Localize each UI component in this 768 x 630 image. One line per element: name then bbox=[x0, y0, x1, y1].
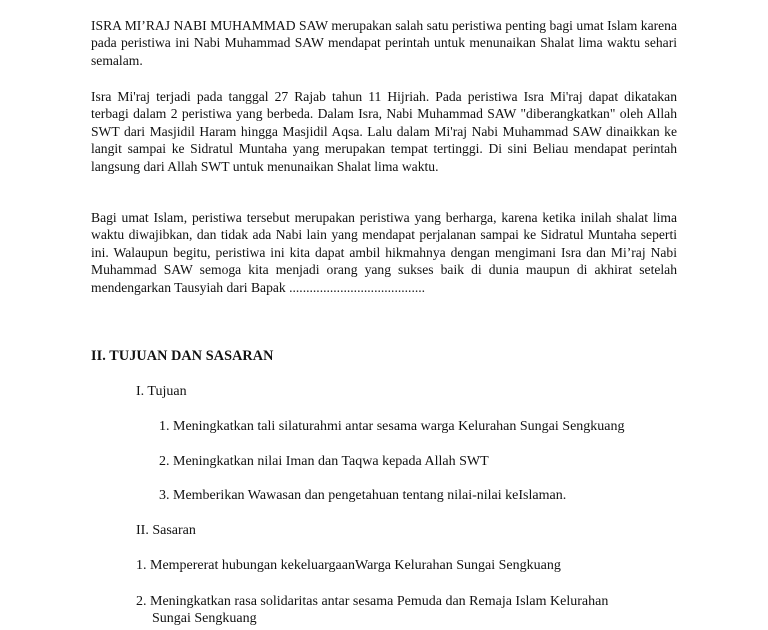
sasaran-item-2-continuation: Sungai Sengkuang bbox=[152, 611, 257, 626]
sasaran-item-2: 2. Meningkatkan rasa solidaritas antar sesama Pemuda dan Remaja Islam Kelurahan bbox=[136, 594, 609, 609]
paragraph-intro: ISRA MI’RAJ NABI MUHAMMAD SAW merupakan salah satu peristiwa penting bagi umat Islam karena pada peristiwa ini Nabi Muhammad SAW mendapat perintah untuk menunaikan Shalat lima waktu sehari semalam. bbox=[91, 18, 677, 68]
subheading-tujuan: I. Tujuan bbox=[136, 384, 187, 399]
subheading-sasaran: II. Sasaran bbox=[136, 523, 196, 538]
paragraph-significance: Bagi umat Islam, peristiwa tersebut merupakan peristiwa yang berharga, karena ketika inilah shalat lima waktu diwajibkan, dan tidak ada Nabi lain yang mendapat perjalanan sampai ke Sidratul Muntaha seperti ini. Walaupun begitu, peristiwa ini kita dapat ambil hikmahnya dengan mengimani Isra dan Mi’raj Nabi Muhammad SAW semoga kita menjadi orang yang sukses baik di dunia maupun di akhirat setelah mendengarkan Tausyiah dari Bapak ........................................ bbox=[91, 210, 677, 295]
section-heading-tujuan-sasaran: II. TUJUAN DAN SASARAN bbox=[91, 348, 274, 364]
tujuan-item-3: 3. Memberikan Wawasan dan pengetahuan tentang nilai-nilai keIslaman. bbox=[159, 488, 567, 503]
tujuan-item-1: 1. Meningkatkan tali silaturahmi antar sesama warga Kelurahan Sungai Sengkuang bbox=[159, 419, 625, 434]
sasaran-item-1: 1. Mempererat hubungan kekeluargaanWarga Kelurahan Sungai Sengkuang bbox=[136, 558, 561, 573]
tujuan-item-2: 2. Meningkatkan nilai Iman dan Taqwa kepada Allah SWT bbox=[159, 454, 489, 469]
paragraph-isra-miraj-history: Isra Mi'raj terjadi pada tanggal 27 Rajab tahun 11 Hijriah. Pada peristiwa Isra Mi'raj dapat dikatakan terbagi dalam 2 peristiwa yang berbeda. Dalam Isra, Nabi Muhammad SAW "diberangkatkan" oleh Allah SWT dari Masjidil Haram hingga Masjidil Aqsa. Lalu dalam Mi'raj Nabi Muhammad SAW dinaikkan ke langit sampai ke Sidratul Muntaha yang merupakan tempat tertinggi. Di sini Beliau mendapat perintah langsung dari Allah SWT untuk menunaikan Shalat lima waktu. bbox=[91, 89, 677, 174]
